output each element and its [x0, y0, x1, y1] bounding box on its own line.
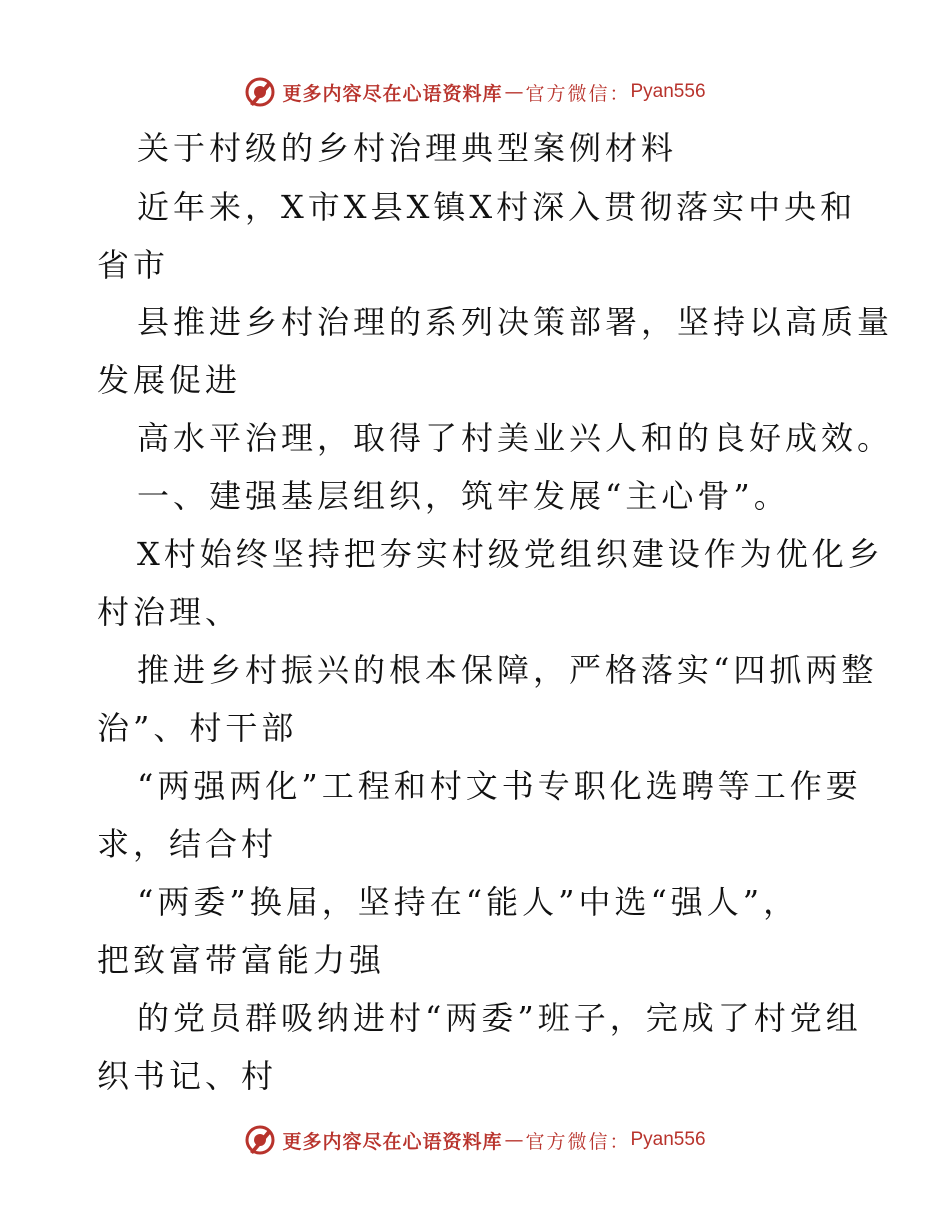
watermark-main-text: 更多内容尽在心语资料库	[282, 82, 503, 105]
watermark-wechat-id: Pyan556	[630, 81, 706, 102]
quill-seal-icon	[244, 1124, 276, 1156]
watermark-separator: —	[504, 81, 524, 103]
watermark-separator: —	[504, 1129, 524, 1151]
paragraph-line: 求，结合村	[97, 825, 278, 863]
paragraph-line: 推进乡村振兴的根本保障，严格落实“四抓两整	[137, 651, 878, 689]
watermark-main-text: 更多内容尽在心语资料库	[282, 1130, 503, 1153]
document-title: 关于村级的乡村治理典型案例材料	[137, 129, 678, 167]
paragraph-line: “两委”换届，坚持在“能人”中选“强人”，	[137, 883, 800, 921]
watermark-sub-text: 官方微信：	[525, 1130, 631, 1153]
paragraph-line: X村始终坚持把夯实村级党组织建设作为优化乡	[137, 535, 884, 573]
paragraph-line: 发展促进	[97, 361, 242, 399]
footer-watermark	[0, 1122, 950, 1158]
paragraph-line: 县推进乡村治理的系列决策部署，坚持以高质量	[137, 303, 894, 341]
section-heading: 一、建强基层组织，筑牢发展“主心骨”。	[137, 477, 790, 515]
paragraph-line: “两强两化”工程和村文书专职化选聘等工作要	[137, 767, 862, 805]
paragraph-line: 把致富带富能力强	[97, 941, 386, 979]
watermark-sub-text: 官方微信：	[525, 82, 631, 105]
paragraph-line: 村治理、	[97, 593, 242, 631]
paragraph-line: 高水平治理，取得了村美业兴人和的良好成效。	[137, 419, 894, 457]
paragraph-line: 织书记、村	[97, 1057, 278, 1095]
quill-seal-icon	[244, 76, 276, 108]
paragraph-line: 治”、村干部	[97, 709, 298, 747]
watermark-wechat-id: Pyan556	[630, 1129, 706, 1150]
paragraph-line: 近年来，X市X县X镇X村深入贯彻落实中央和	[137, 188, 857, 226]
paragraph-line: 的党员群吸纳进村“两委”班子，完成了村党组	[137, 999, 862, 1037]
paragraph-line: 省市	[97, 246, 170, 284]
header-watermark	[0, 74, 950, 110]
